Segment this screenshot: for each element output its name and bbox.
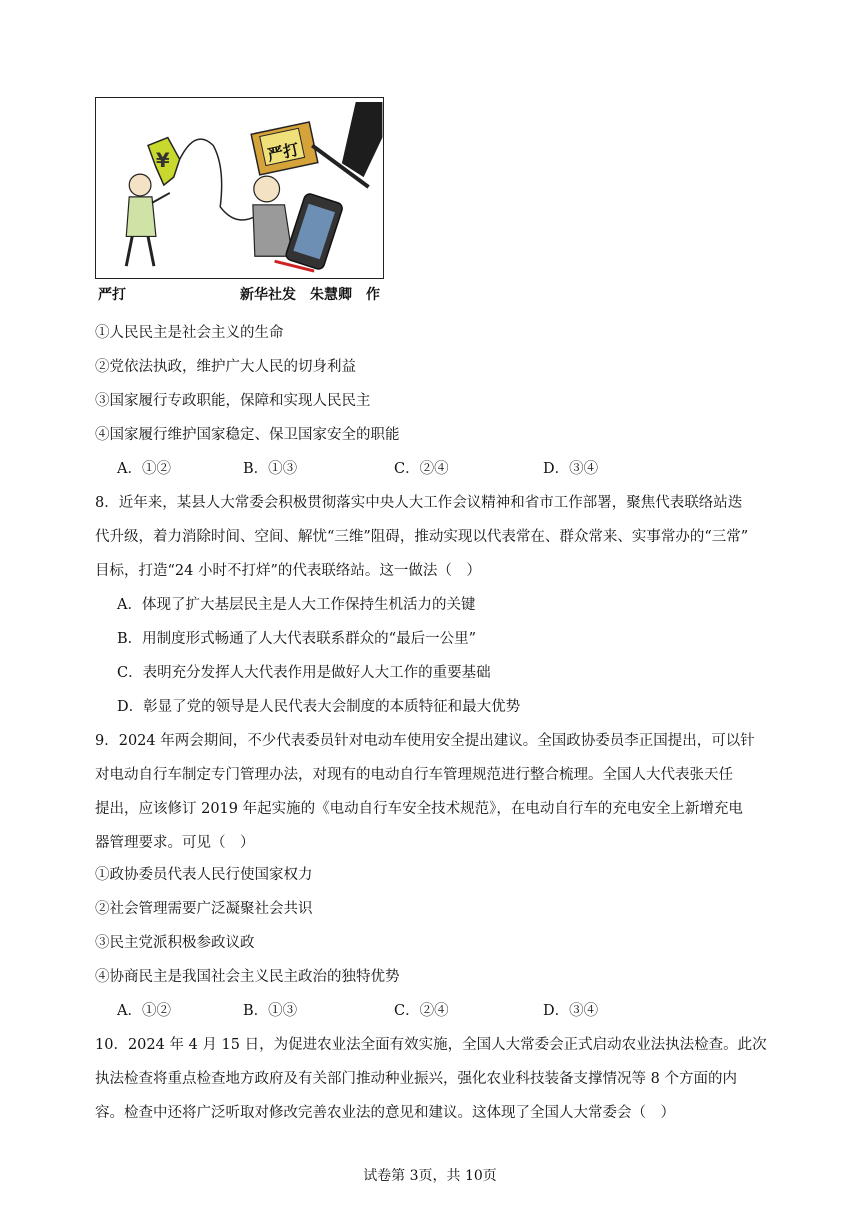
q8-option-d[interactable]: D．彰显了党的领导是人民代表大会制度的本质特征和最大优势 <box>117 699 521 715</box>
hammer-sign-text: 严打 <box>265 139 301 165</box>
q9-option-a[interactable]: A．①② <box>117 1003 171 1019</box>
page-number-footer: 试卷第 3页，共 10页 <box>363 1168 497 1184</box>
q9-stem-line-2: 对电动自行车制定专门管理办法，对现有的电动自行车管理规范进行整合梳理。全国人大代表张天任 <box>95 767 733 783</box>
q8-option-a[interactable]: A．体现了扩大基层民主是人大工作保持生机活力的关键 <box>117 597 476 613</box>
q7-option-c[interactable]: C．②④ <box>394 461 449 477</box>
q9-option-d[interactable]: D．③④ <box>543 1003 599 1019</box>
q9-statement-4: ④协商民主是我国社会主义民主政治的独特优势 <box>95 969 400 985</box>
q7-statement-1: ①人民民主是社会主义的生命 <box>95 325 284 341</box>
cartoon-illustration <box>95 97 384 279</box>
q9-statement-1: ①政协委员代表人民行使国家权力 <box>95 867 313 883</box>
cartoon-caption-credit: 新华社发 朱慧卿 作 <box>240 287 380 303</box>
cartoon-caption-left: 严打 <box>98 287 126 303</box>
q10-stem-line-1: 10．2024 年 4 月 15 日，为促进农业法全面有效实施，全国人大常委会正式启动农业法执法检查。此次 <box>95 1037 767 1053</box>
q7-option-d[interactable]: D．③④ <box>543 461 599 477</box>
q7-statement-3: ③国家履行专政职能，保障和实现人民民主 <box>95 393 371 409</box>
q7-option-a[interactable]: A．①② <box>117 461 171 477</box>
q9-stem-line-3: 提出，应该修订 2019 年起实施的《电动自行车安全技术规范》，在电动自行车的充电安全上新增充电 <box>95 801 743 817</box>
q8-stem-line-1: 8．近年来，某县人大常委会积极贯彻落实中央人大工作会议精神和省市工作部署，聚焦代表联络站迭 <box>95 495 743 511</box>
q8-stem-line-2: 代升级，着力消除时间、空间、解忧“三维”阻碍，推动实现以代表常在、群众常来、实事常办的“三常” <box>95 529 749 545</box>
cartoon-drawing <box>96 98 383 278</box>
q9-stem-line-1: 9．2024 年两会期间，不少代表委员针对电动车使用安全提出建议。全国政协委员李正国提出，可以针 <box>95 733 755 749</box>
q9-option-b[interactable]: B．①③ <box>243 1003 298 1019</box>
q7-option-b[interactable]: B．①③ <box>243 461 298 477</box>
q8-stem-line-3: 目标，打造“24 小时不打烊”的代表联络站。这一做法（ ） <box>95 563 481 579</box>
q7-statement-4: ④国家履行维护国家稳定、保卫国家安全的职能 <box>95 427 400 443</box>
q9-statement-3: ③民主党派积极参政议政 <box>95 935 255 951</box>
q9-stem-line-4: 器管理要求。可见（ ） <box>95 835 255 851</box>
q9-option-c[interactable]: C．②④ <box>394 1003 449 1019</box>
q10-stem-line-3: 容。检查中还将广泛听取对修改完善农业法的意见和建议。这体现了全国人大常委会（ ） <box>95 1105 675 1121</box>
q9-statement-2: ②社会管理需要广泛凝聚社会共识 <box>95 901 313 917</box>
q8-option-b[interactable]: B．用制度形式畅通了人大代表联系群众的“最后一公里” <box>117 631 476 647</box>
svg-text:¥: ¥ <box>155 149 170 173</box>
q8-option-c[interactable]: C．表明充分发挥人大代表作用是做好人大工作的重要基础 <box>117 665 491 681</box>
q7-statement-2: ②党依法执政，维护广大人民的切身利益 <box>95 359 356 375</box>
q10-stem-line-2: 执法检查将重点检查地方政府及有关部门推动种业振兴，强化农业科技装备支撑情况等 8 个方面的内 <box>95 1071 737 1087</box>
